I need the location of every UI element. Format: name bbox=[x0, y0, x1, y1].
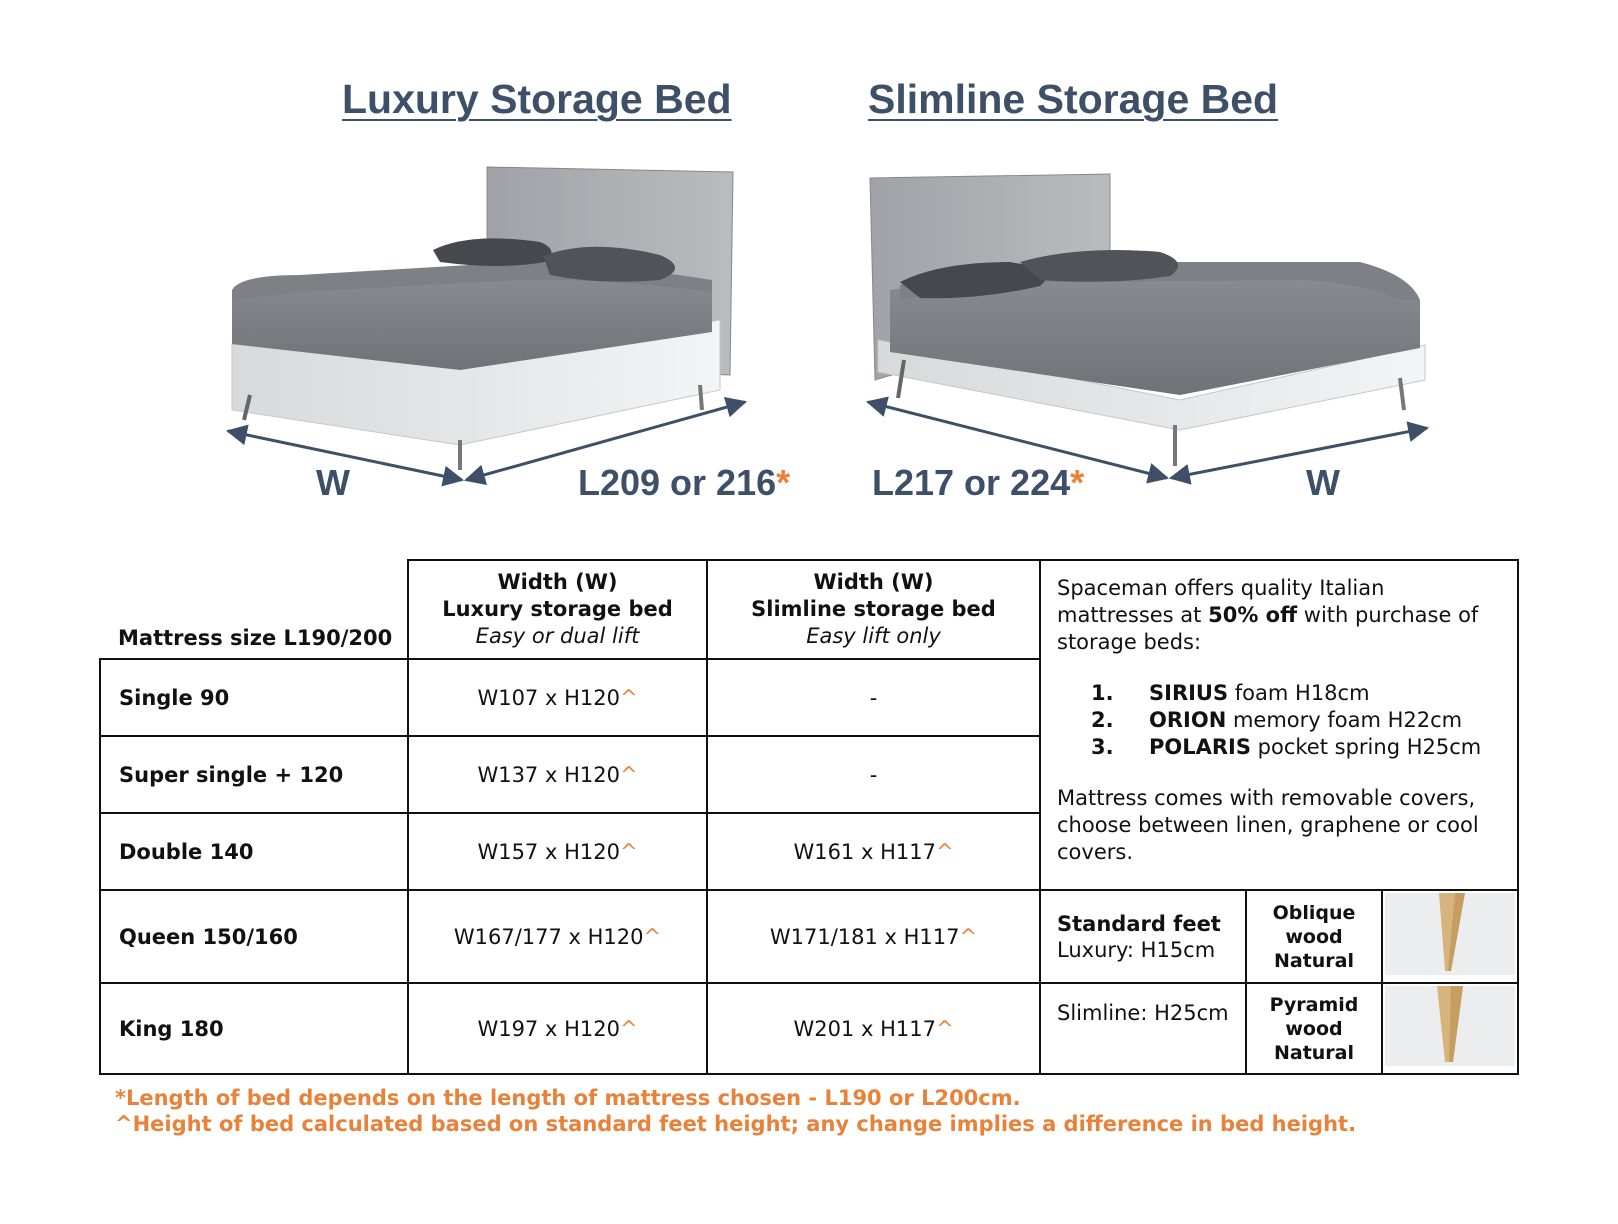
slimline-bed-title: Slimline Storage Bed bbox=[868, 76, 1279, 122]
mattress-list bbox=[1057, 680, 1501, 761]
bed-illustrations bbox=[0, 0, 1618, 520]
table-row bbox=[100, 983, 1518, 1074]
slimline-dim-cell: W171/181 x H117^ bbox=[707, 890, 1040, 983]
list-item: 3. POLARIS pocket spring H25cm bbox=[1091, 735, 1482, 759]
height-footnote: ^Height of bed calculated based on standard feet height; any change implies a difference in bed height. bbox=[115, 1112, 1357, 1136]
size-cell: King 180 bbox=[100, 983, 408, 1074]
luxury-bed-image bbox=[232, 167, 733, 470]
size-column-header: Mattress size L190/200 bbox=[100, 560, 408, 659]
length-footnote: *Length of bed depends on the length of mattress chosen - L190 or L200cm. bbox=[115, 1086, 1021, 1110]
size-cell: Super single + 120 bbox=[100, 736, 408, 813]
luxury-feet-height: Luxury: H15cm bbox=[1057, 937, 1216, 962]
luxury-bed-title: Luxury Storage Bed bbox=[342, 76, 732, 122]
mattress-offer-panel bbox=[1040, 560, 1518, 890]
list-item: 1. SIRIUS foam H18cm bbox=[1091, 681, 1370, 705]
slimline-feet-height: Slimline: H25cm bbox=[1040, 983, 1246, 1074]
oblique-leg-image bbox=[1382, 890, 1518, 983]
list-item: 2. ORION memory foam H22cm bbox=[1091, 708, 1463, 732]
luxury-width-label: W bbox=[316, 462, 350, 503]
slimline-dim-cell: W201 x H117^ bbox=[707, 983, 1040, 1074]
oblique-wood-label: Oblique wood Natural bbox=[1246, 890, 1382, 983]
pyramid-wood-label: Pyramid wood Natural bbox=[1246, 983, 1382, 1074]
slimline-dim-cell: - bbox=[707, 736, 1040, 813]
luxury-dim-cell: W167/177 x H120^ bbox=[408, 890, 707, 983]
slimline-dim-cell: - bbox=[707, 659, 1040, 736]
slimline-length-label: L217 or 224* bbox=[872, 462, 1085, 503]
luxury-column-header: Width (W) Luxury storage bed Easy or dual lift bbox=[408, 560, 707, 659]
luxury-length-label: L209 or 216* bbox=[578, 462, 791, 503]
slimline-width-arrow bbox=[1171, 428, 1427, 478]
luxury-dim-cell: W157 x H120^ bbox=[408, 813, 707, 890]
table-row bbox=[100, 890, 1518, 983]
slimline-column-header: Width (W) Slimline storage bed Easy lift only bbox=[707, 560, 1040, 659]
luxury-dim-cell: W197 x H120^ bbox=[408, 983, 707, 1074]
offer-intro: Spaceman offers quality Italian mattresses at 50% off with purchase of storage beds: bbox=[1057, 576, 1479, 654]
size-cell: Double 140 bbox=[100, 813, 408, 890]
pyramid-leg-image bbox=[1382, 983, 1518, 1074]
standard-feet-cell bbox=[1040, 890, 1246, 983]
slimline-width-label: W bbox=[1306, 462, 1340, 503]
size-cell: Single 90 bbox=[100, 659, 408, 736]
spec-table bbox=[99, 559, 1519, 1075]
covers-note: Mattress comes with removable covers, choose between linen, graphene or cool covers. bbox=[1057, 786, 1479, 864]
luxury-dim-cell: W107 x H120^ bbox=[408, 659, 707, 736]
size-cell: Queen 150/160 bbox=[100, 890, 408, 983]
luxury-dim-cell: W137 x H120^ bbox=[408, 736, 707, 813]
standard-feet-title: Standard feet bbox=[1057, 911, 1221, 936]
slimline-dim-cell: W161 x H117^ bbox=[707, 813, 1040, 890]
